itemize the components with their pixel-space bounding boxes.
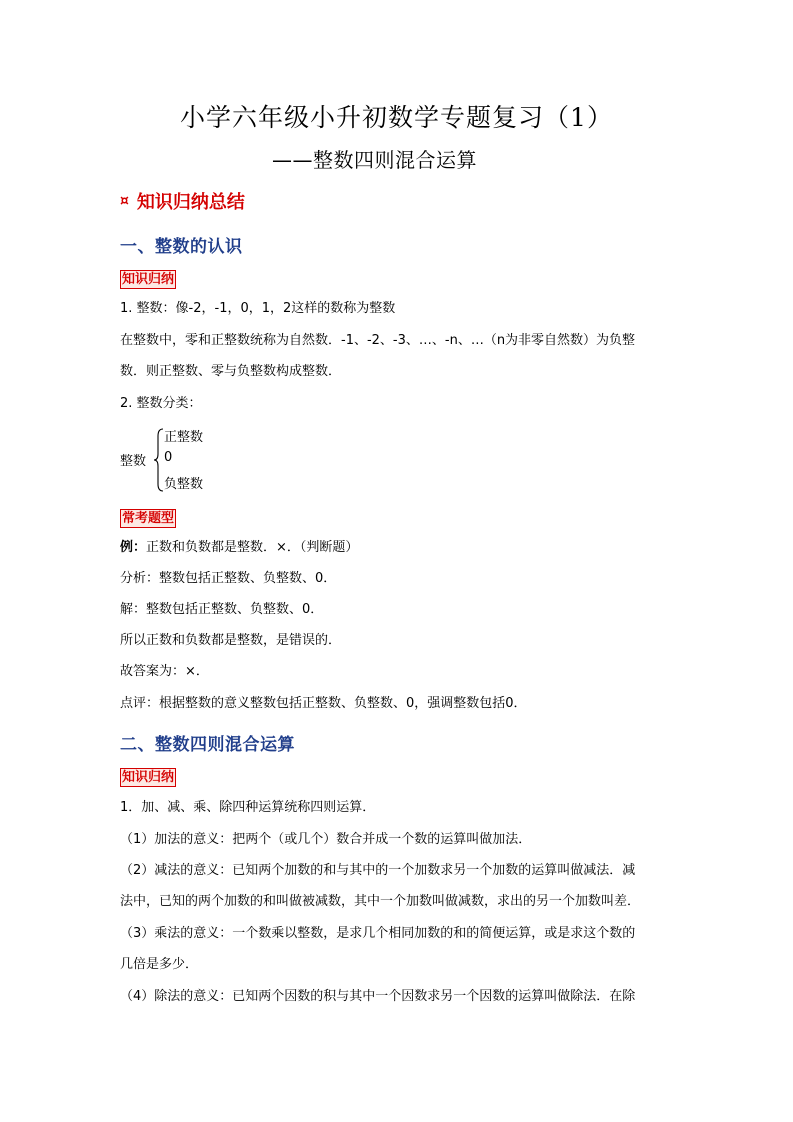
classification-root: 整数	[120, 454, 147, 469]
example-label: 例：	[120, 540, 147, 555]
paragraph-line: （4）除法的意义：已知两个因数的积与其中一个因数求另一个因数的运算叫做除法．在除	[120, 989, 636, 1004]
answer-line: 故答案为：×．	[120, 664, 209, 679]
paragraph-line: 2. 整数分类：	[120, 396, 202, 411]
paragraph-line: 数．则正整数、零与负整数构成整数．	[120, 364, 342, 379]
left-brace-icon	[154, 428, 164, 492]
page-subtitle: ——整数四则混合运算	[272, 148, 477, 172]
paragraph-line: 在整数中，零和正整数统称为自然数．-1、-2、-3、…、-n、…（n为非零自然数）为负整	[120, 333, 636, 348]
analysis-line: 分析：整数包括正整数、负整数、0．	[120, 571, 337, 586]
paragraph-line: （2）减法的意义：已知两个加数的和与其中的一个加数求另一个加数的运算叫做减法．减	[120, 863, 636, 878]
currency-marker-icon: ¤	[120, 193, 129, 209]
paragraph-line: （1）加法的意义：把两个（或几个）数合并成一个数的运算叫做加法．	[120, 832, 532, 847]
section-header	[120, 188, 245, 214]
heading-integer-recognition: 一、整数的认识	[120, 237, 243, 257]
tag-knowledge-summary: 知识归纳	[122, 770, 175, 785]
tag-knowledge-summary: 知识归纳	[122, 272, 175, 287]
paragraph-line: （3）乘法的意义：一个数乘以整数，是求几个相同加数的和的简便运算，或是求这个数的	[120, 926, 636, 941]
classification-item: 正整数	[164, 430, 204, 445]
classification-item: 负整数	[164, 477, 204, 492]
example-text: 正数和负数都是整数．×．（判断题）	[146, 540, 359, 555]
heading-four-operations: 二、整数四则混合运算	[120, 735, 295, 755]
paragraph-line: 1. 整数：像-2，-1，0，1，2这样的数称为整数	[120, 301, 396, 316]
example-line	[120, 538, 680, 558]
paragraph-line: 1．加、减、乘、除四种运算统称四则运算．	[120, 800, 376, 815]
page-title: 小学六年级小升初数学专题复习（1）	[180, 103, 613, 132]
comment-line: 点评：根据整数的意义整数包括正整数、负整数、0，强调整数包括0．	[120, 696, 527, 711]
classification-item: 0	[164, 450, 173, 465]
integer-classification	[120, 426, 260, 496]
paragraph-line: 几倍是多少．	[120, 957, 199, 972]
section-header-text: 知识归纳总结	[136, 192, 245, 213]
tag-common-questions: 常考题型	[122, 511, 175, 526]
conclusion-line: 所以正数和负数都是整数，是错误的．	[120, 633, 342, 648]
paragraph-line: 法中，已知的两个加数的和叫做被减数，其中一个加数叫做减数，求出的另一个加数叫差．	[120, 894, 641, 909]
solution-line: 解：整数包括正整数、负整数、0．	[120, 602, 324, 617]
